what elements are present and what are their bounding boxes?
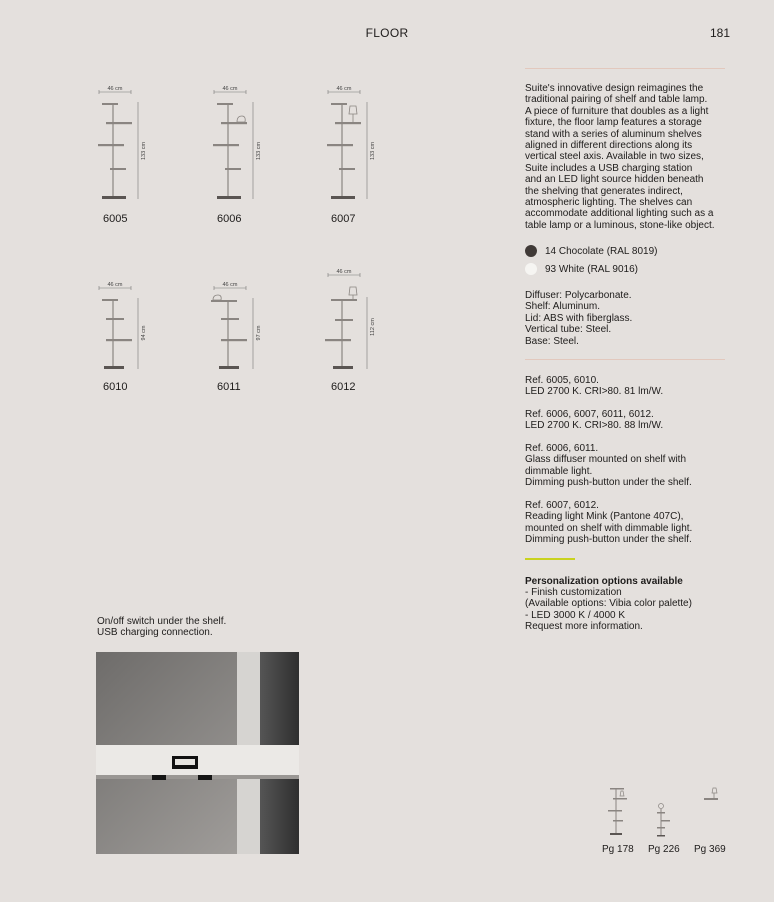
reading-lamp-icon	[349, 287, 357, 295]
height-label-6005: 133 cm	[141, 141, 147, 161]
height-label-6007: 133 cm	[370, 141, 376, 161]
page-number: 181	[710, 26, 731, 40]
floor-lamp-icon[interactable]	[605, 784, 635, 836]
width-label-6012: 46 cm	[336, 269, 352, 275]
width-label-6005: 46 cm	[107, 86, 123, 92]
lamp-drawing-6006	[207, 84, 307, 204]
materials-list: Diffuser: Polycarbonate. Shelf: Aluminum. Lid: ABS with fiberglass. Vertical tube: Steel. Base: Steel.	[525, 290, 633, 347]
width-label-6007: 46 cm	[336, 86, 352, 92]
width-label-6010: 46 cm	[107, 282, 123, 288]
divider-middle	[525, 359, 725, 360]
related-link-369[interactable]: Pg 369	[694, 844, 726, 855]
spec-block-2: Ref. 6006, 6007, 6011, 6012. LED 2700 K. CRI>80. 88 lm/W.	[525, 409, 664, 432]
glass-diffuser-icon	[237, 116, 245, 122]
model-code-6005: 6005	[103, 213, 128, 225]
model-code-6011: 6011	[217, 381, 241, 393]
height-label-6012: 112 cm	[370, 318, 376, 336]
divider-top	[525, 68, 725, 69]
finish-label-chocolate: 14 Chocolate (RAL 8019)	[545, 246, 658, 257]
photo-caption: On/off switch under the shelf. USB charging connection.	[97, 616, 227, 639]
width-label-6006: 46 cm	[222, 86, 238, 92]
wall-lamp-icon[interactable]	[702, 786, 722, 804]
product-photo	[96, 652, 299, 854]
model-code-6010: 6010	[103, 381, 128, 393]
spec-block-1: Ref. 6005, 6010. LED 2700 K. CRI>80. 81 lm/W.	[525, 375, 664, 398]
related-link-178[interactable]: Pg 178	[602, 844, 634, 855]
table-lamp-icon[interactable]	[652, 802, 672, 838]
reading-lamp-icon	[349, 106, 357, 114]
model-code-6012: 6012	[331, 381, 356, 393]
lamp-drawing-6005	[92, 84, 192, 204]
model-code-6006: 6006	[217, 213, 242, 225]
lamp-drawing-6007	[321, 84, 421, 204]
personalization-options: - Finish customization (Available options: Vibia color palette) - LED 3000 K / 4000 K Request more information.	[525, 587, 692, 633]
related-link-226[interactable]: Pg 226	[648, 844, 680, 855]
section-title: FLOOR	[365, 26, 409, 40]
height-label-6011: 97 cm	[256, 325, 262, 341]
width-label-6011: 46 cm	[222, 282, 238, 288]
height-label-6010: 94 cm	[141, 325, 147, 341]
model-code-6007: 6007	[331, 213, 356, 225]
glass-diffuser-icon	[213, 295, 221, 300]
finish-label-white: 93 White (RAL 9016)	[545, 264, 639, 275]
spec-block-3: Ref. 6006, 6011. Glass diffuser mounted on shelf with dimmable light. Dimming push-button under the shelf.	[525, 443, 692, 489]
product-description: Suite's innovative design reimagines the traditional pairing of shelf and table lamp. A piece of furniture that doubles as a light fixture, the floor lamp features a storage stand with a series of aluminum shelves aligned in different directions along its vertical steel axis. Available in two sizes, Suite includes a USB charging station and an LED light source hidden beneath the shelving that generates indirect, atmospheric lighting. The shelves can accommodate additional lighting such as a table lamp or a luminous, stone-like object.	[525, 83, 715, 231]
accent-rule	[525, 558, 575, 560]
spec-block-4: Ref. 6007, 6012. Reading light Mink (Pantone 407C), mounted on shelf with dimmable light. Dimming push-button under the shelf.	[525, 500, 693, 546]
finish-swatch-chocolate	[525, 245, 537, 257]
lamp-drawing-6012	[321, 267, 421, 387]
personalization-title: Personalization options available	[525, 576, 683, 587]
finish-swatch-white	[525, 263, 537, 275]
height-label-6006: 133 cm	[256, 141, 262, 161]
